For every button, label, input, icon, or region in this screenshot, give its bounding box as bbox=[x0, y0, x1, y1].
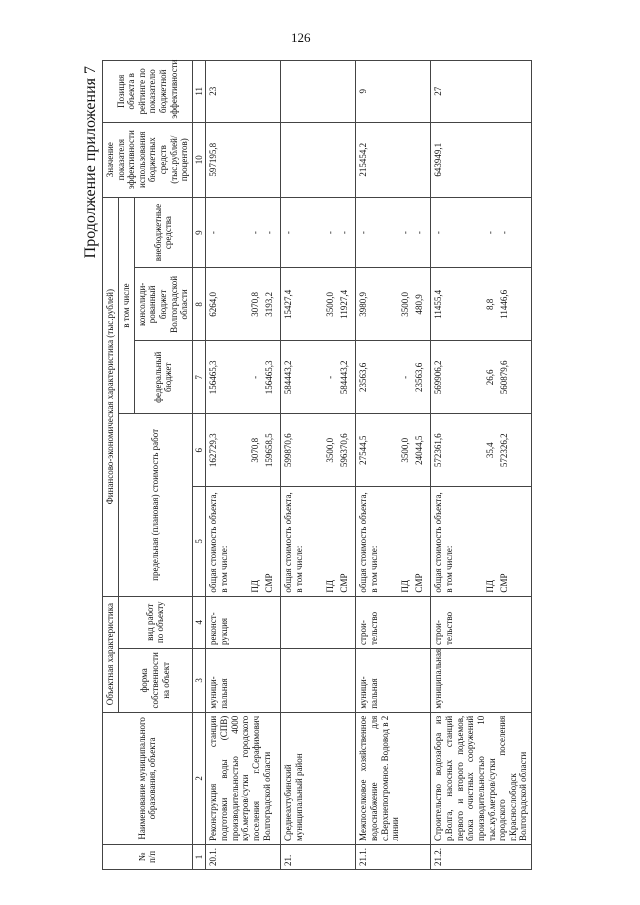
row-number: 21.1. bbox=[356, 844, 431, 869]
value: - bbox=[485, 231, 496, 235]
line-pd: ПД bbox=[400, 579, 411, 593]
header-position: Позиция объекта в рейтинге по показателю бюджетной эффективности bbox=[103, 61, 193, 123]
header-efficiency: Значение показателя эффективности использования бюджетных средств (тыс.рублей/процентов) bbox=[103, 122, 193, 197]
cost-values bbox=[206, 414, 281, 487]
line-smr: СМР bbox=[414, 573, 425, 593]
cost-values bbox=[281, 414, 356, 487]
header-cost: предельная (плановая) стоимость работ bbox=[118, 414, 192, 596]
value: 560879,6 bbox=[499, 360, 510, 395]
value: - bbox=[250, 231, 261, 235]
value: 162729,3 bbox=[208, 433, 219, 468]
value: 3193,2 bbox=[264, 292, 275, 317]
value: 23563,6 bbox=[414, 362, 425, 392]
cost-lines bbox=[431, 487, 531, 596]
value: - bbox=[208, 231, 219, 235]
value: 11446,6 bbox=[499, 289, 510, 319]
header-name: Наименование муниципального образования, объекта bbox=[103, 712, 193, 844]
value: 8,8 bbox=[485, 298, 496, 311]
efficiency-value bbox=[281, 122, 356, 197]
value: 26,6 bbox=[485, 369, 496, 386]
value: 3500,0 bbox=[400, 292, 411, 317]
cost-lines bbox=[206, 487, 281, 596]
col-number: 10 bbox=[192, 122, 206, 197]
col-number: 4 bbox=[192, 596, 206, 648]
value: - bbox=[414, 231, 425, 235]
efficiency-value: 643949,1 bbox=[431, 122, 531, 197]
value: 159658,5 bbox=[264, 433, 275, 468]
value: - bbox=[433, 231, 444, 235]
position-value: 23 bbox=[206, 61, 281, 123]
line-smr: СМР bbox=[264, 573, 275, 593]
cost-lines bbox=[281, 487, 356, 596]
col-number: 1 bbox=[192, 844, 206, 869]
value: 3980,9 bbox=[358, 292, 369, 317]
continuation-title: Продолжение приложения 7 bbox=[82, 66, 99, 259]
extra-values bbox=[431, 197, 531, 268]
value: - bbox=[400, 375, 411, 379]
header-row-1 bbox=[103, 61, 119, 870]
value: 572326,2 bbox=[499, 433, 510, 468]
page-number: 126 bbox=[291, 30, 311, 45]
col-number: 7 bbox=[192, 341, 206, 414]
value: 584443,2 bbox=[339, 360, 350, 395]
efficiency-value: 597195,8 bbox=[206, 122, 281, 197]
table-row bbox=[356, 61, 431, 870]
value: - bbox=[250, 375, 261, 379]
header-finance-group: Финансово-экономическая характеристика (тыс.рублей) bbox=[103, 197, 119, 596]
value: 15427,4 bbox=[283, 289, 294, 320]
ownership-cell: муници- пальная bbox=[356, 648, 431, 712]
line-pd: ПД bbox=[485, 579, 496, 593]
header-object-group: Объектная характеристика bbox=[103, 596, 119, 712]
federal-values bbox=[356, 341, 431, 414]
col-number: 9 bbox=[192, 197, 206, 268]
col-number: 3 bbox=[192, 648, 206, 712]
header-ownership: форма собственности на объект bbox=[118, 648, 192, 712]
value: 480,9 bbox=[414, 294, 425, 315]
line-smr: СМР bbox=[339, 573, 350, 593]
value: 6264,0 bbox=[208, 292, 219, 317]
col-number: 11 bbox=[192, 61, 206, 123]
col-number: 2 bbox=[192, 712, 206, 844]
value: - bbox=[325, 375, 336, 379]
object-name: Среднеахтубинский муниципальный район bbox=[281, 712, 356, 844]
row-number: 20.1. bbox=[206, 844, 281, 869]
work-type-cell: строи- тельство bbox=[356, 596, 431, 648]
header-federal: федеральный бюджет bbox=[134, 341, 192, 414]
efficiency-value: 215454,2 bbox=[356, 122, 431, 197]
header-no: № п/п bbox=[103, 844, 193, 869]
federal-values bbox=[431, 341, 531, 414]
object-name: Реконструкция станции подготовки воды (СПВ) производительностью 4000 куб.метров/сутки городского поселения г.Серафимович Волгоградской области bbox=[206, 712, 281, 844]
value: 3500,0 bbox=[325, 437, 336, 463]
header-extra: внебюджетные средства bbox=[134, 197, 192, 268]
position-value: 9 bbox=[356, 61, 431, 123]
value: - bbox=[400, 231, 411, 235]
line-total: общая стоимость объекта, в том числе: bbox=[283, 492, 305, 593]
value: 3500,0 bbox=[325, 292, 336, 317]
object-name: Строительство водозабора из р.Волга, насосных станций первого и второго подъемов, блока очистных сооружений производительностью 10 тыс.куб.метров/сутки городского поселения г.Краснослободск Волгоградской области bbox=[431, 712, 531, 844]
table-row bbox=[281, 61, 356, 870]
cost-values bbox=[356, 414, 431, 487]
value: 572361,6 bbox=[433, 433, 444, 468]
table-row bbox=[206, 61, 281, 870]
cost-lines bbox=[356, 487, 431, 596]
federal-values bbox=[281, 341, 356, 414]
cost-values bbox=[431, 414, 531, 487]
rotated-content bbox=[82, 60, 640, 870]
col-number: 6 bbox=[192, 414, 206, 487]
value: 35,4 bbox=[485, 442, 496, 459]
col-number: 5 bbox=[192, 487, 206, 596]
table-row bbox=[431, 61, 531, 870]
value: - bbox=[283, 231, 294, 235]
object-name: Межпоселковое хозяйственное водоснабжение для с.Верхнепогромное. Водовод в 2 линии bbox=[356, 712, 431, 844]
extra-values bbox=[356, 197, 431, 268]
value: - bbox=[339, 231, 350, 235]
value: - bbox=[325, 231, 336, 235]
consolidated-values bbox=[206, 268, 281, 341]
value: 156465,3 bbox=[264, 360, 275, 395]
work-type-cell: реконст- рукция bbox=[206, 596, 281, 648]
ownership-cell: муниципальная bbox=[431, 648, 531, 712]
value: 27544,5 bbox=[358, 435, 369, 465]
object-table bbox=[102, 60, 532, 870]
federal-values bbox=[206, 341, 281, 414]
value: 11455,4 bbox=[433, 289, 444, 319]
line-pd: ПД bbox=[325, 579, 336, 593]
ownership-cell bbox=[281, 648, 356, 712]
row-number: 21.2. bbox=[431, 844, 531, 869]
consolidated-values bbox=[356, 268, 431, 341]
work-type-cell: строи- тельство bbox=[431, 596, 531, 648]
column-number-row bbox=[192, 61, 206, 870]
position-value: 27 bbox=[431, 61, 531, 123]
work-type-cell bbox=[281, 596, 356, 648]
extra-values bbox=[281, 197, 356, 268]
value: 3070,8 bbox=[250, 292, 261, 317]
header-including: в том числе bbox=[118, 197, 134, 413]
value: 3500,0 bbox=[400, 437, 411, 463]
line-total: общая стоимость объекта, в том числе: bbox=[208, 492, 230, 593]
value: - bbox=[358, 231, 369, 235]
extra-values bbox=[206, 197, 281, 268]
value: 11927,4 bbox=[339, 289, 350, 319]
header-work-type: вид работ по объекту bbox=[118, 596, 192, 648]
line-total: общая стоимость объекта, в том числе: bbox=[358, 492, 380, 593]
value: 24044,5 bbox=[414, 435, 425, 465]
value: 599870,6 bbox=[283, 433, 294, 468]
consolidated-values bbox=[431, 268, 531, 341]
ownership-cell: муници- пальная bbox=[206, 648, 281, 712]
value: 23563,6 bbox=[358, 362, 369, 392]
header-consolidated: консолиди- рованный бюджет Волгоградской области bbox=[134, 268, 192, 341]
line-total: общая стоимость объекта, в том числе: bbox=[433, 492, 455, 593]
value: - bbox=[499, 231, 510, 235]
col-number: 8 bbox=[192, 268, 206, 341]
position-value bbox=[281, 61, 356, 123]
line-smr: СМР bbox=[499, 573, 510, 593]
value: - bbox=[264, 231, 275, 235]
value: 3070,8 bbox=[250, 437, 261, 463]
value: 569906,2 bbox=[433, 360, 444, 395]
row-number: 21. bbox=[281, 844, 356, 869]
value: 584443,2 bbox=[283, 360, 294, 395]
value: 596370,6 bbox=[339, 433, 350, 468]
line-pd: ПД bbox=[250, 579, 261, 593]
value: 156465,3 bbox=[208, 360, 219, 395]
consolidated-values bbox=[281, 268, 356, 341]
